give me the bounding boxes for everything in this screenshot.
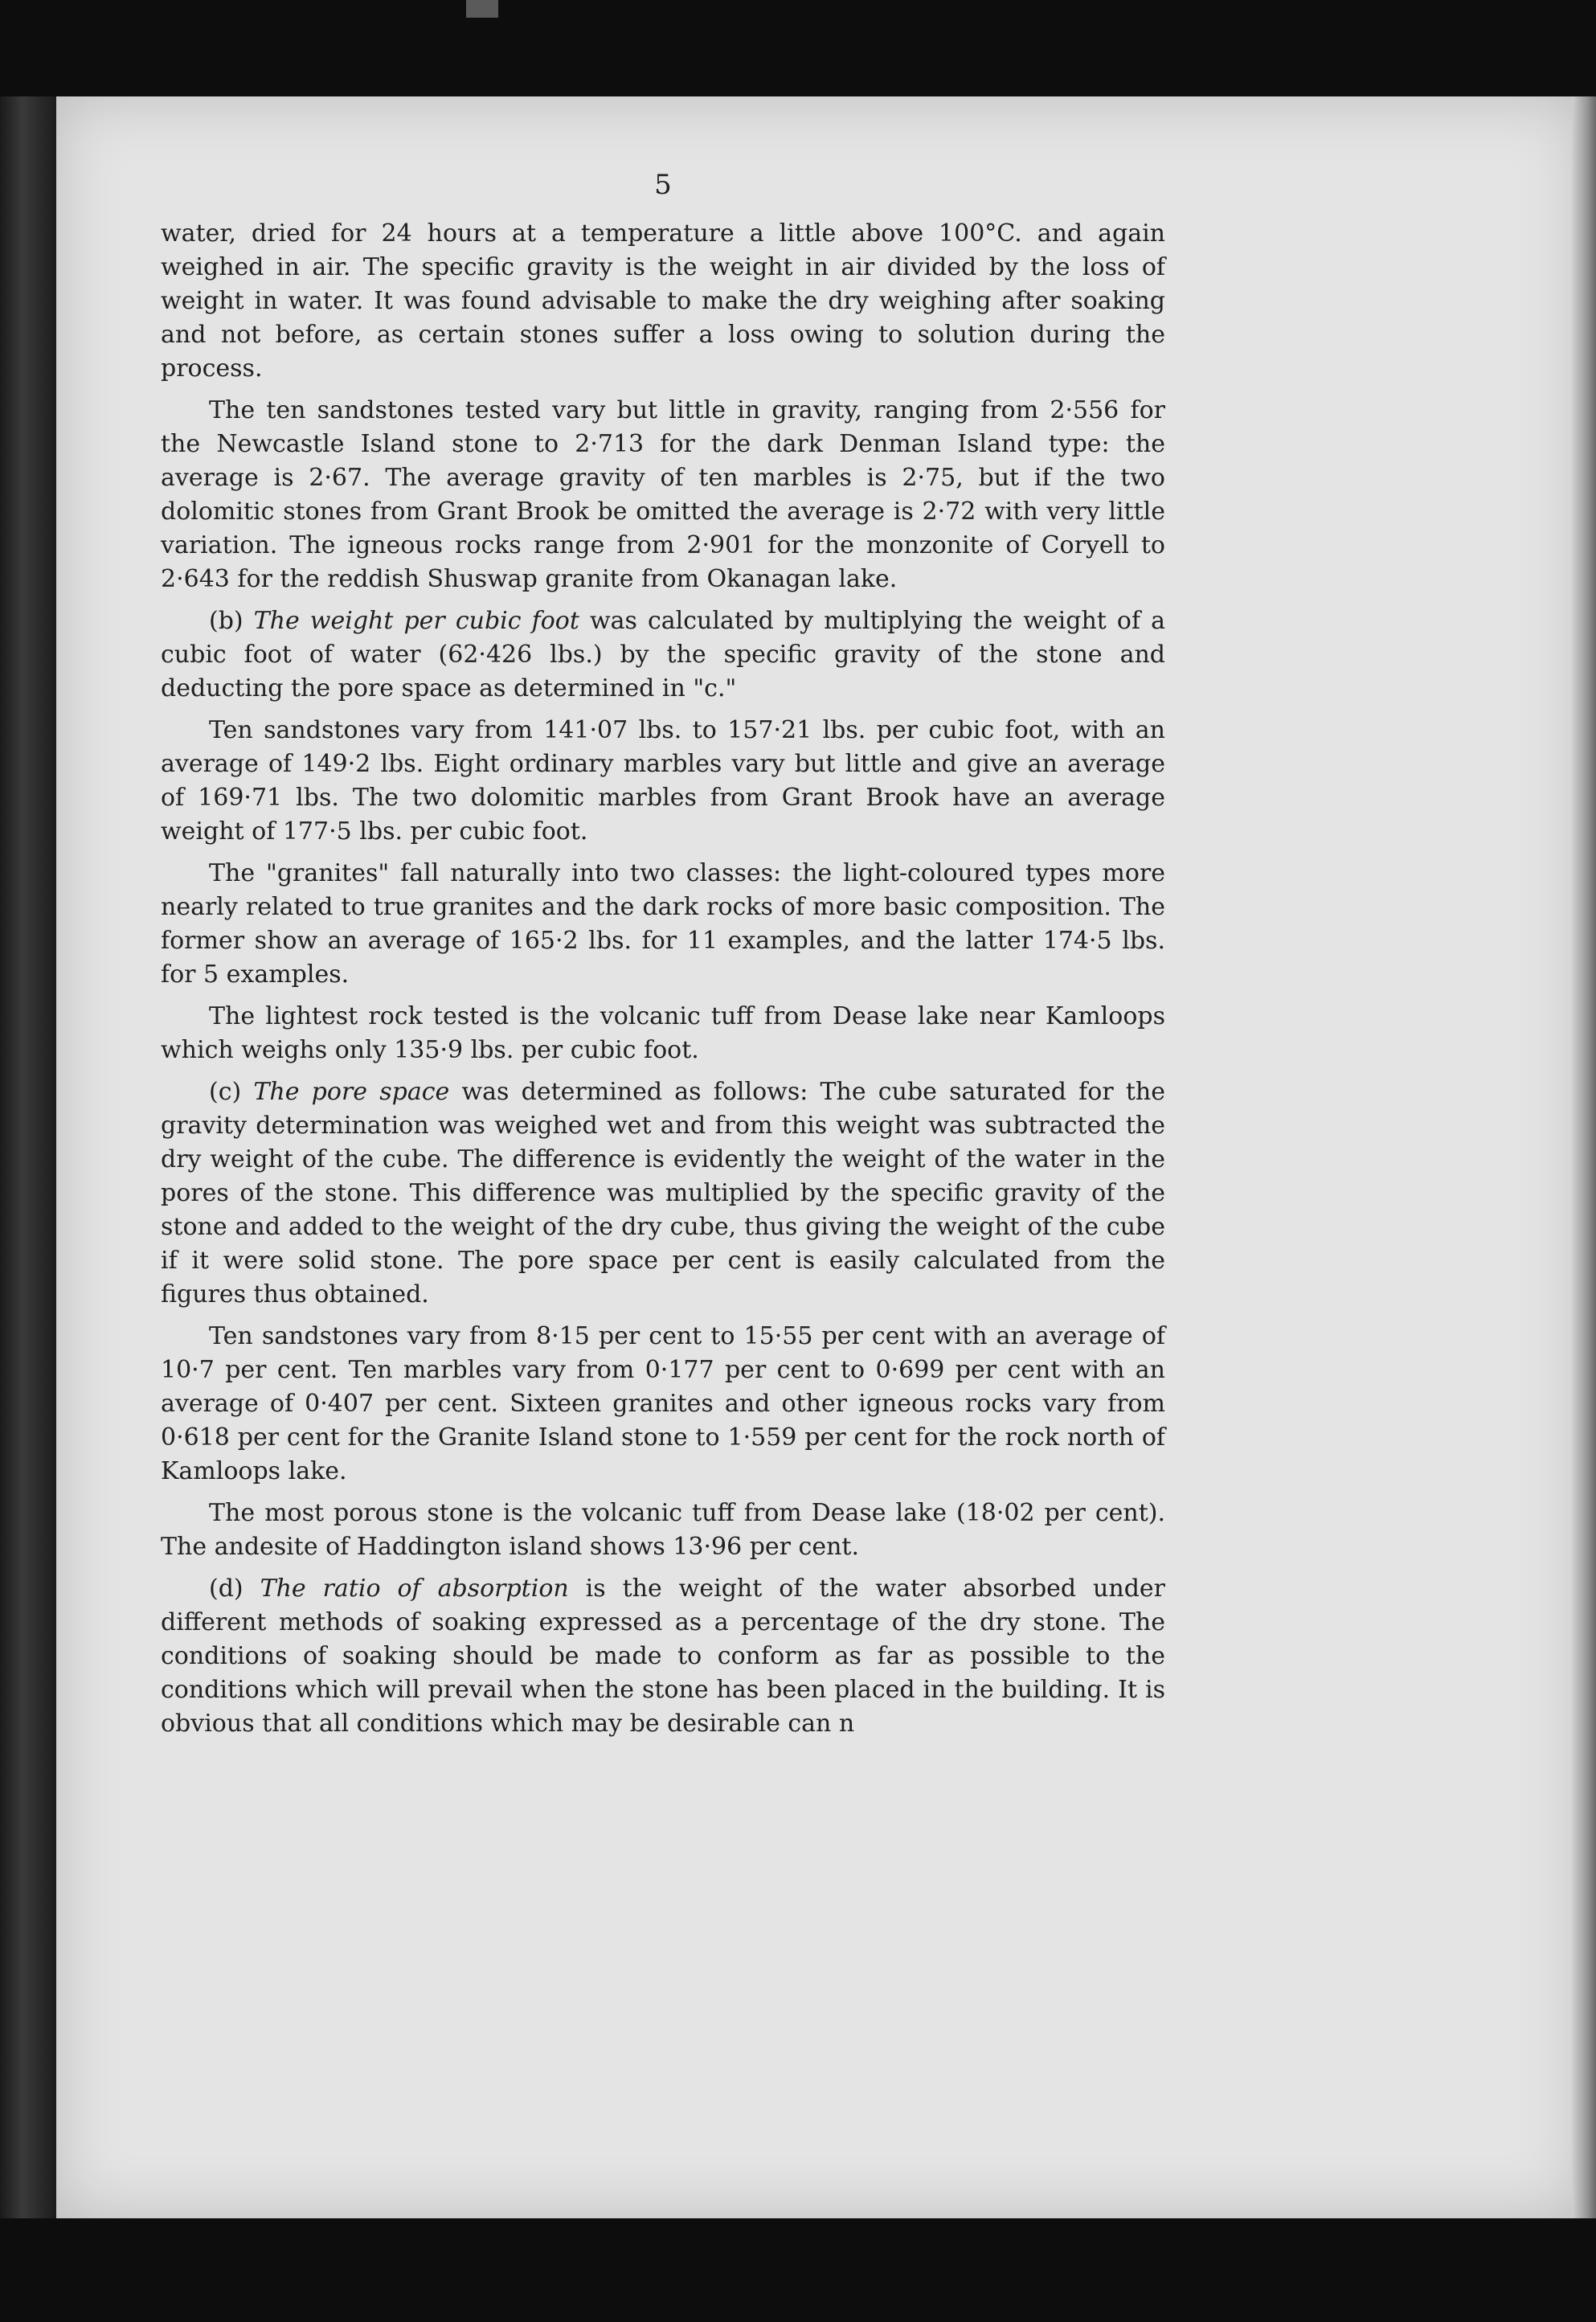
paragraph-6 [161, 1000, 1165, 1067]
section-prefix: (b) [209, 607, 254, 635]
paragraph-4 [161, 714, 1165, 849]
section-prefix: (d) [209, 1575, 260, 1603]
paragraph-5 [161, 857, 1165, 992]
paragraph-9 [161, 1497, 1165, 1564]
page-number: 5 [654, 169, 672, 201]
page-content [161, 169, 1165, 1749]
paragraph-text: The "granites" fall naturally into two classes: the light-coloured types more nearly related to true granites and the dark rocks of more basic composition. The former show an average of 165·2 lbs. for 11 examples, and the latter 174·5 lbs. for 5 examples. [161, 859, 1165, 989]
paragraph-7 [161, 1075, 1165, 1312]
paragraph-3 [161, 604, 1165, 706]
section-prefix: (c) [209, 1078, 254, 1106]
paragraph-text: water, dried for 24 hours at a temperature a little above 100°C. and again weighed in air. The specific gravity is the weight in air divided by the loss of weight in water. It was found advisable to make the dry weighing after soaking and not before, as certain stones suffer a loss owing to solution during the process. [161, 219, 1165, 383]
section-label: The ratio of absorption [260, 1575, 569, 1603]
paragraph-text: was determined as follows: The cube saturated for the gravity determination was weighed wet and from this weight was subtracted the dry weight of the cube. The difference is evidently the weight of the water in the pores of the stone. This difference was multiplied by the specific gravity of the stone and added to the weight of the dry cube, thus giving the weight of the cube if it were solid stone. The pore space per cent is easily calculated from the figures thus obtained. [161, 1078, 1165, 1308]
section-label: The weight per cubic foot [253, 607, 579, 635]
paragraph-1 [161, 217, 1165, 386]
paragraph-text: is the weight of the water absorbed under different methods of soaking expressed as a percentage of the dry stone. The conditions of soaking should be made to conform as far as possible to the conditions which will prevail when the stone has been placed in the building. It is obvious that all conditions which may be desirable can n [161, 1575, 1165, 1738]
section-label: The pore space [253, 1078, 450, 1106]
paragraph-text: was calculated by multiplying the weight of a cubic foot of water (62·426 lbs.) by the specific gravity of the stone and deducting the pore space as determined in "c." [161, 607, 1165, 702]
paragraph-2 [161, 394, 1165, 596]
paragraph-text: The lightest rock tested is the volcanic tuff from Dease lake near Kamloops which weighs only 135·9 lbs. per cubic foot. [161, 1002, 1165, 1064]
scan-artifact [466, 0, 498, 18]
paragraph-10 [161, 1572, 1165, 1741]
paragraph-text: Ten sandstones vary from 141·07 lbs. to 157·21 lbs. per cubic foot, with an average of 149·2 lbs. Eight ordinary marbles vary but little and give an average of 169·71 lbs. The two dolomitic marbles from Grant Brook have an average weight of 177·5 lbs. per cubic foot. [161, 716, 1165, 846]
paragraph-text: The most porous stone is the volcanic tuff from Dease lake (18·02 per cent). The andesite of Haddington island shows 13·96 per cent. [161, 1499, 1165, 1561]
page-stack-edge [1572, 96, 1596, 2218]
paragraph-text: The ten sandstones tested vary but little in gravity, ranging from 2·556 for the Newcastle Island stone to 2·713 for the dark Denman Island type: the average is 2·67. The average gravity of ten marbles is 2·75, but if the two dolomitic stones from Grant Brook be omitted the average is 2·72 with very little variation. The igneous rocks range from 2·901 for the monzonite of Coryell to 2·643 for the reddish Shuswap granite from Okanagan lake. [161, 396, 1165, 593]
book-spine-edge [0, 96, 56, 2218]
paragraph-8 [161, 1320, 1165, 1489]
paragraph-text: Ten sandstones vary from 8·15 per cent to 15·55 per cent with an average of 10·7 per cent. Ten marbles vary from 0·177 per cent to 0·699 per cent with an average of 0·407 per cent. Sixteen granites and other igneous rocks vary from 0·618 per cent for the Granite Island stone to 1·559 per cent for the rock north of Kamloops lake. [161, 1322, 1165, 1485]
